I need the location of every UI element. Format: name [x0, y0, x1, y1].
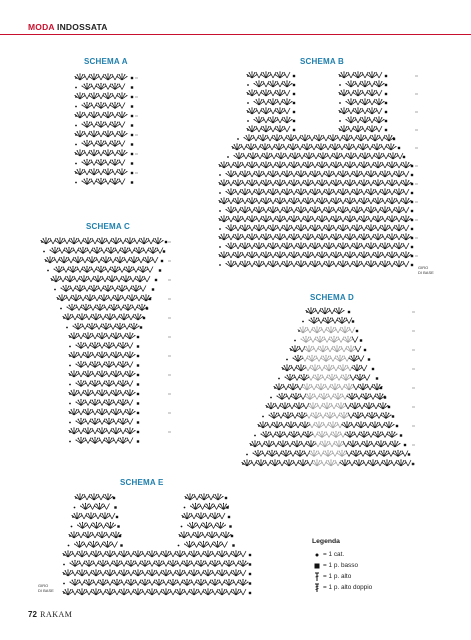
row-number-marks — [135, 78, 138, 173]
schema-b-note-line2: DI BASE — [418, 269, 434, 275]
row-number-marks — [168, 242, 171, 432]
header-divider — [0, 34, 471, 35]
legend-title: Legenda — [312, 538, 340, 545]
page-number: 72 — [28, 610, 37, 619]
schema-c-title: SCHEMA C — [86, 222, 130, 231]
schema-b-note — [418, 266, 434, 275]
stitch-pattern — [74, 73, 133, 184]
schema-b-title: SCHEMA B — [300, 57, 344, 66]
row-number-marks — [415, 76, 418, 256]
legend-item-single-crochet — [312, 560, 372, 571]
schema-d-diagram — [240, 304, 416, 470]
stitch-pattern — [241, 307, 414, 466]
schema-e-note-line1: GIRO — [38, 583, 49, 588]
schema-e-title: SCHEMA E — [120, 478, 164, 487]
chain-dot-icon — [312, 552, 321, 558]
section-label: MODA — [28, 22, 55, 32]
legend-item-chain — [312, 549, 372, 560]
legend-item-double-crochet — [312, 571, 372, 582]
treble-crochet-icon — [312, 583, 321, 593]
legend-label-treble-crochet: = 1 p. alto doppio — [323, 584, 373, 591]
single-crochet-square-icon — [312, 563, 321, 569]
legend-label-chain: = 1 cat. — [323, 551, 345, 558]
schema-b-note-line1: GIRO — [418, 265, 429, 270]
schema-e-note-line2: DI BASE — [38, 587, 54, 593]
schema-a-diagram — [70, 68, 140, 190]
schema-d-title: SCHEMA D — [310, 293, 354, 302]
legend-label-single-crochet: = 1 p. basso — [323, 562, 358, 569]
schema-c-diagram — [34, 234, 174, 454]
schema-a-title: SCHEMA A — [84, 57, 128, 66]
stitch-pattern — [62, 493, 251, 595]
legend-item-treble-crochet — [312, 582, 372, 593]
stitch-pattern — [218, 71, 413, 267]
legend-label-double-crochet: = 1 p. alto — [323, 573, 352, 580]
row-number-marks — [412, 312, 415, 464]
schema-e-diagram — [62, 490, 258, 602]
schema-e-note — [38, 584, 54, 593]
subsection-label: INDOSSATA — [57, 22, 108, 32]
section-header — [28, 22, 108, 32]
magazine-brand: RAKAM — [40, 610, 73, 619]
legend — [312, 538, 372, 593]
stitch-pattern — [40, 237, 167, 443]
page-footer — [28, 610, 72, 619]
schema-b-diagram — [212, 68, 420, 276]
double-crochet-icon — [312, 572, 321, 582]
